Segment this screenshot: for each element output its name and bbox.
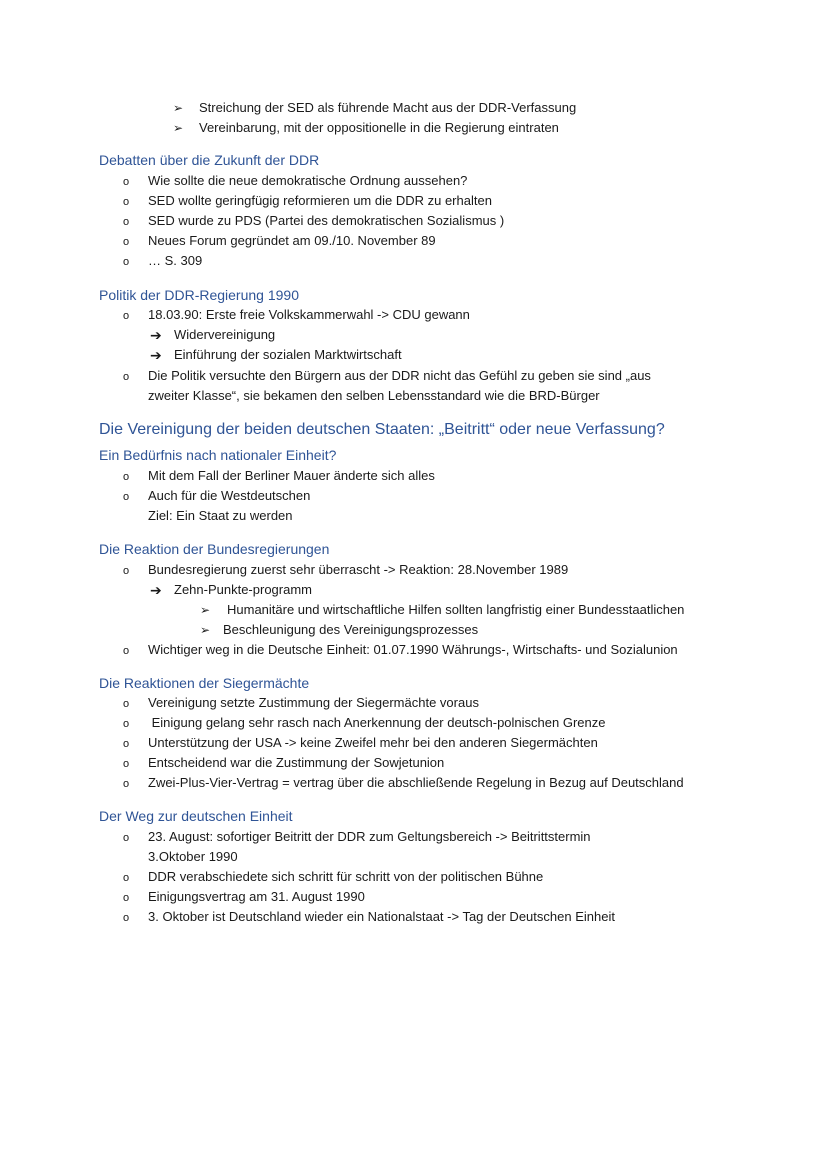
circle-bullet: o xyxy=(123,216,130,228)
list-item: DDR verabschiedete sich schritt für schritt von der politischen Bühne xyxy=(148,869,544,884)
arrow-bullet: ➔ xyxy=(150,347,162,363)
arrow-bullet: ➔ xyxy=(150,582,162,598)
arrowhead-bullet: ➢ xyxy=(173,101,184,115)
list-item: Einigungsvertrag am 31. August 1990 xyxy=(148,889,365,904)
list-item-continuation: Ziel: Ein Staat zu werden xyxy=(148,508,293,523)
circle-bullet: o xyxy=(123,565,130,577)
circle-bullet: o xyxy=(123,738,130,750)
list-item: Streichung der SED als führende Macht aus der DDR-Verfassung xyxy=(199,100,577,115)
circle-bullet: o xyxy=(123,758,130,770)
section-heading-debatten: Debatten über die Zukunft der DDR xyxy=(99,152,320,168)
list-item: Vereinbarung, mit der oppositionelle in die Regierung eintraten xyxy=(199,120,559,135)
list-item: Widervereinigung xyxy=(174,327,276,342)
circle-bullet: o xyxy=(123,872,130,884)
list-item: Zwei-Plus-Vier-Vertrag = vertrag über die abschließende Regelung in Bezug auf Deutschland xyxy=(148,775,684,790)
circle-bullet: o xyxy=(123,471,130,483)
list-item: Wie sollte die neue demokratische Ordnung aussehen? xyxy=(148,173,468,188)
circle-bullet: o xyxy=(123,196,130,208)
circle-bullet: o xyxy=(123,718,130,730)
list-item: Die Politik versuchte den Bürgern aus der DDR nicht das Gefühl zu geben sie sind „aus xyxy=(148,368,651,383)
arrowhead-bullet: ➢ xyxy=(200,603,211,617)
list-item: SED wollte geringfügig reformieren um die DDR zu erhalten xyxy=(148,193,492,208)
list-item: Mit dem Fall der Berliner Mauer änderte sich alles xyxy=(148,468,435,483)
circle-bullet: o xyxy=(123,912,130,924)
arrowhead-bullet: ➢ xyxy=(173,121,184,135)
circle-bullet: o xyxy=(123,371,130,383)
list-item: 3. Oktober ist Deutschland wieder ein Nationalstaat -> Tag der Deutschen Einheit xyxy=(148,909,615,924)
list-item-continuation: 3.Oktober 1990 xyxy=(148,849,238,864)
list-item: Entscheidend war die Zustimmung der Sowjetunion xyxy=(148,755,445,770)
list-item: 23. August: sofortiger Beitritt der DDR zum Geltungsbereich -> Beitrittstermin xyxy=(148,829,591,844)
list-item: Einigung gelang sehr rasch nach Anerkennung der deutsch-polnischen Grenze xyxy=(148,715,606,730)
circle-bullet: o xyxy=(123,698,130,710)
section-heading-siegermaechte: Die Reaktionen der Siegermächte xyxy=(99,675,310,691)
circle-bullet: o xyxy=(123,310,130,322)
list-item-continuation: zweiter Klasse“, sie bekamen den selben Lebensstandard wie die BRD-Bürger xyxy=(148,388,600,403)
list-item: SED wurde zu PDS (Partei des demokratischen Sozialismus ) xyxy=(148,213,505,228)
list-item: Wichtiger weg in die Deutsche Einheit: 01.07.1990 Währungs-, Wirtschafts- und Sozialunion xyxy=(148,642,678,657)
circle-bullet: o xyxy=(123,892,130,904)
main-heading: Die Vereinigung der beiden deutschen Staaten: „Beitritt“ oder neue Verfassung? xyxy=(99,421,665,438)
circle-bullet: o xyxy=(123,645,130,657)
list-item: Einführung der sozialen Marktwirtschaft xyxy=(174,347,402,362)
list-item: Unterstützung der USA -> keine Zweifel mehr bei den anderen Siegermächten xyxy=(148,735,598,750)
section-heading-bundesregierungen: Die Reaktion der Bundesregierungen xyxy=(99,541,330,557)
arrowhead-bullet: ➢ xyxy=(200,623,211,637)
list-item: … S. 309 xyxy=(148,253,203,268)
list-item: Auch für die Westdeutschen xyxy=(148,488,311,503)
circle-bullet: o xyxy=(123,832,130,844)
list-item: Humanitäre und wirtschaftliche Hilfen sollten langfristig einer Bundesstaatlichen xyxy=(227,602,685,617)
circle-bullet: o xyxy=(123,256,130,268)
list-item: Zehn-Punkte-programm xyxy=(174,582,312,597)
list-item: 18.03.90: Erste freie Volkskammerwahl -> CDU gewann xyxy=(148,307,470,322)
section-heading-beduerfnis: Ein Bedürfnis nach nationaler Einheit? xyxy=(99,447,337,463)
circle-bullet: o xyxy=(123,491,130,503)
arrow-bullet: ➔ xyxy=(150,327,162,343)
list-item: Bundesregierung zuerst sehr überrascht -> Reaktion: 28.November 1989 xyxy=(148,562,569,577)
section-heading-weg: Der Weg zur deutschen Einheit xyxy=(99,808,293,824)
section-heading-politik: Politik der DDR-Regierung 1990 xyxy=(99,287,299,303)
list-item: Neues Forum gegründet am 09./10. November 89 xyxy=(148,233,436,248)
circle-bullet: o xyxy=(123,778,130,790)
circle-bullet: o xyxy=(123,176,130,188)
circle-bullet: o xyxy=(123,236,130,248)
list-item: Beschleunigung des Vereinigungsprozesses xyxy=(223,622,479,637)
list-item: Vereinigung setzte Zustimmung der Siegermächte voraus xyxy=(148,695,479,710)
